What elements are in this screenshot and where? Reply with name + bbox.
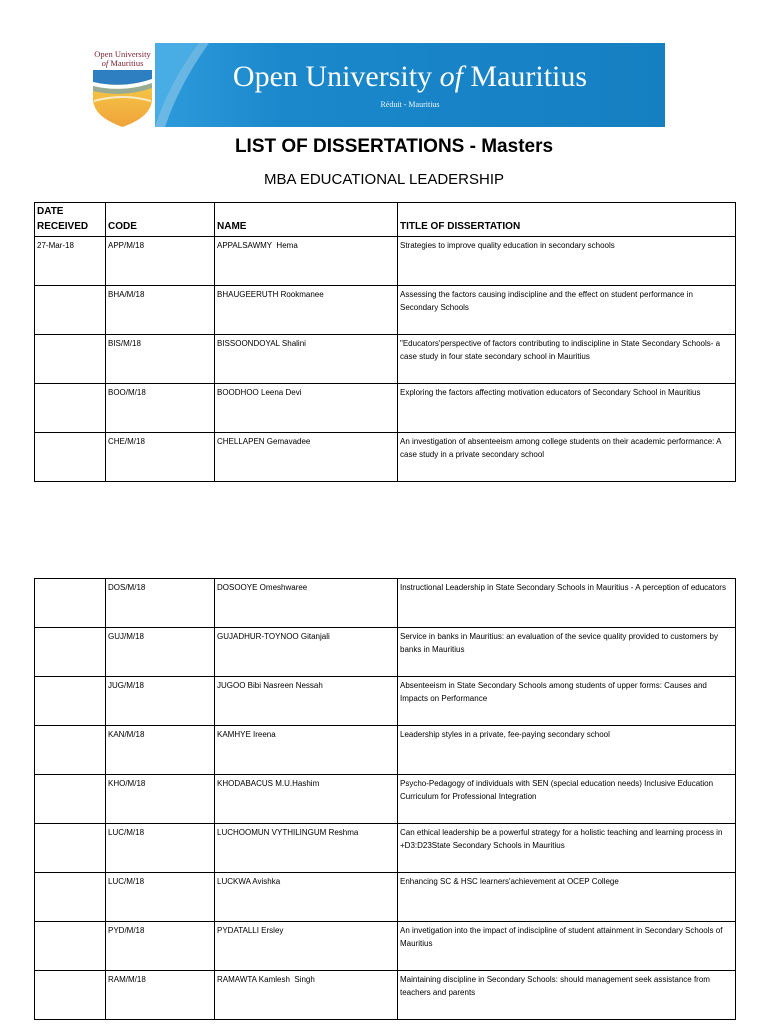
dissertations-table-part1 <box>34 202 736 482</box>
date-cell <box>35 873 106 922</box>
code-cell: BHA/M/18 <box>106 286 215 335</box>
table-row <box>35 628 736 677</box>
name-cell: LUCHOOMUN VYTHILINGUM Reshma <box>215 824 398 873</box>
table-row <box>35 775 736 824</box>
table-row <box>35 433 736 482</box>
title-cell: An investigation of absenteeism among college students on their academic performance: A case study in a private secondary school <box>398 433 736 482</box>
name-cell: JUGOO Bibi Nasreen Nessah <box>215 677 398 726</box>
code-cell: KAN/M/18 <box>106 726 215 775</box>
name-cell: GUJADHUR-TOYNOO Gitanjali <box>215 628 398 677</box>
name-cell: LUCKWA Avishka <box>215 873 398 922</box>
name-cell: BOODHOO Leena Devi <box>215 384 398 433</box>
column-header-title: TITLE OF DISSERTATION <box>398 203 736 237</box>
table-row <box>35 286 736 335</box>
title-cell: Absenteeism in State Secondary Schools among students of upper forms: Causes and Impacts on Performance <box>398 677 736 726</box>
date-cell <box>35 384 106 433</box>
title-cell: Psycho-Pedagogy of individuals with SEN (special education needs) Inclusive Education Curriculum for Professional Integration <box>398 775 736 824</box>
name-cell: PYDATALLI Ersley <box>215 922 398 971</box>
code-cell: LUC/M/18 <box>106 873 215 922</box>
logo-wordmark <box>90 50 155 67</box>
date-cell <box>35 922 106 971</box>
code-cell: PYD/M/18 <box>106 922 215 971</box>
code-cell: KHO/M/18 <box>106 775 215 824</box>
banner-subtitle: Réduit - Mauritius <box>380 100 440 109</box>
table-row <box>35 726 736 775</box>
banner-title-part1: Open University <box>232 60 433 93</box>
banner-title-part2: Mauritius <box>470 60 588 93</box>
document-subtitle: MBA EDUCATIONAL LEADERSHIP <box>263 171 505 188</box>
document-title: LIST OF DISSERTATIONS - Masters <box>234 136 554 157</box>
code-cell: GUJ/M/18 <box>106 628 215 677</box>
table-row <box>35 922 736 971</box>
name-cell: DOSOOYE Omeshwaree <box>215 579 398 628</box>
title-cell: Can ethical leadership be a powerful strategy for a holistic teaching and learning process in +D3:D23State Secondary Schools in Mauritius <box>398 824 736 873</box>
code-cell: RAM/M/18 <box>106 971 215 1020</box>
code-cell: BIS/M/18 <box>106 335 215 384</box>
date-cell <box>35 286 106 335</box>
date-cell <box>35 677 106 726</box>
date-cell <box>35 971 106 1020</box>
date-cell <box>35 775 106 824</box>
name-cell: KHODABACUS M.U.Hashim <box>215 775 398 824</box>
date-cell <box>35 726 106 775</box>
logo-wordmark-of: of <box>101 57 109 68</box>
banner-title <box>155 60 665 94</box>
date-cell <box>35 579 106 628</box>
column-header-code: CODE <box>106 203 215 237</box>
name-cell: BISSOONDOYAL Shalini <box>215 335 398 384</box>
code-cell: BOO/M/18 <box>106 384 215 433</box>
title-cell: An invetigation into the impact of indiscipline of student attainment in Secondary Schools of Mauritius <box>398 922 736 971</box>
title-cell: "Educators'perspective of factors contributing to indiscipline in State Secondary Schools- a case study in four state secondary school in Mauritius <box>398 335 736 384</box>
university-emblem-logo <box>93 70 152 127</box>
name-cell: BHAUGEERUTH Rookmanee <box>215 286 398 335</box>
title-cell: Strategies to improve quality education in secondary schools <box>398 237 736 286</box>
logo-wordmark-mauritius: Mauritius <box>110 57 144 68</box>
table-header-row <box>35 203 736 237</box>
name-cell: RAMAWTA Kamlesh Singh <box>215 971 398 1020</box>
banner-title-of: of <box>439 60 463 93</box>
dissertations-table-part2 <box>34 578 736 1020</box>
title-cell: Leadership styles in a private, fee-paying secondary school <box>398 726 736 775</box>
logo-wordmark-line2 <box>90 59 155 68</box>
table-row <box>35 335 736 384</box>
code-cell: DOS/M/18 <box>106 579 215 628</box>
title-cell: Exploring the factors affecting motivation educators of Secondary School in Mauritius <box>398 384 736 433</box>
title-cell: Maintaining discipline in Secondary Schools: should management seek assistance from teachers and parents <box>398 971 736 1020</box>
date-cell: 27-Mar-18 <box>35 237 106 286</box>
table-row <box>35 237 736 286</box>
date-cell <box>35 335 106 384</box>
name-cell: KAMHYE Ireena <box>215 726 398 775</box>
code-cell: LUC/M/18 <box>106 824 215 873</box>
date-cell <box>35 824 106 873</box>
title-cell: Assessing the factors causing indiscipline and the effect on student performance in Secondary Schools <box>398 286 736 335</box>
table-row <box>35 384 736 433</box>
header-banner <box>155 43 665 127</box>
title-cell: Enhancing SC & HSC learners'achievement at OCEP College <box>398 873 736 922</box>
code-cell: CHE/M/18 <box>106 433 215 482</box>
code-cell: JUG/M/18 <box>106 677 215 726</box>
table-row <box>35 677 736 726</box>
column-header-date-received: DATE RECEIVED <box>35 203 106 237</box>
logo-wordmark-line1: Open University <box>94 49 151 59</box>
code-cell: APP/M/18 <box>106 237 215 286</box>
table-row <box>35 824 736 873</box>
university-logo <box>90 43 155 127</box>
table-row <box>35 873 736 922</box>
title-cell: Instructional Leadership in State Secondary Schools in Mauritius - A perception of educators <box>398 579 736 628</box>
date-cell <box>35 628 106 677</box>
title-cell: Service in banks in Mauritius: an evaluation of the sevice quality provided to customers by banks in Mauritius <box>398 628 736 677</box>
column-header-name: NAME <box>215 203 398 237</box>
name-cell: CHELLAPEN Gemavadee <box>215 433 398 482</box>
date-cell <box>35 433 106 482</box>
table-row <box>35 579 736 628</box>
table-row <box>35 971 736 1020</box>
name-cell: APPALSAWMY Hema <box>215 237 398 286</box>
